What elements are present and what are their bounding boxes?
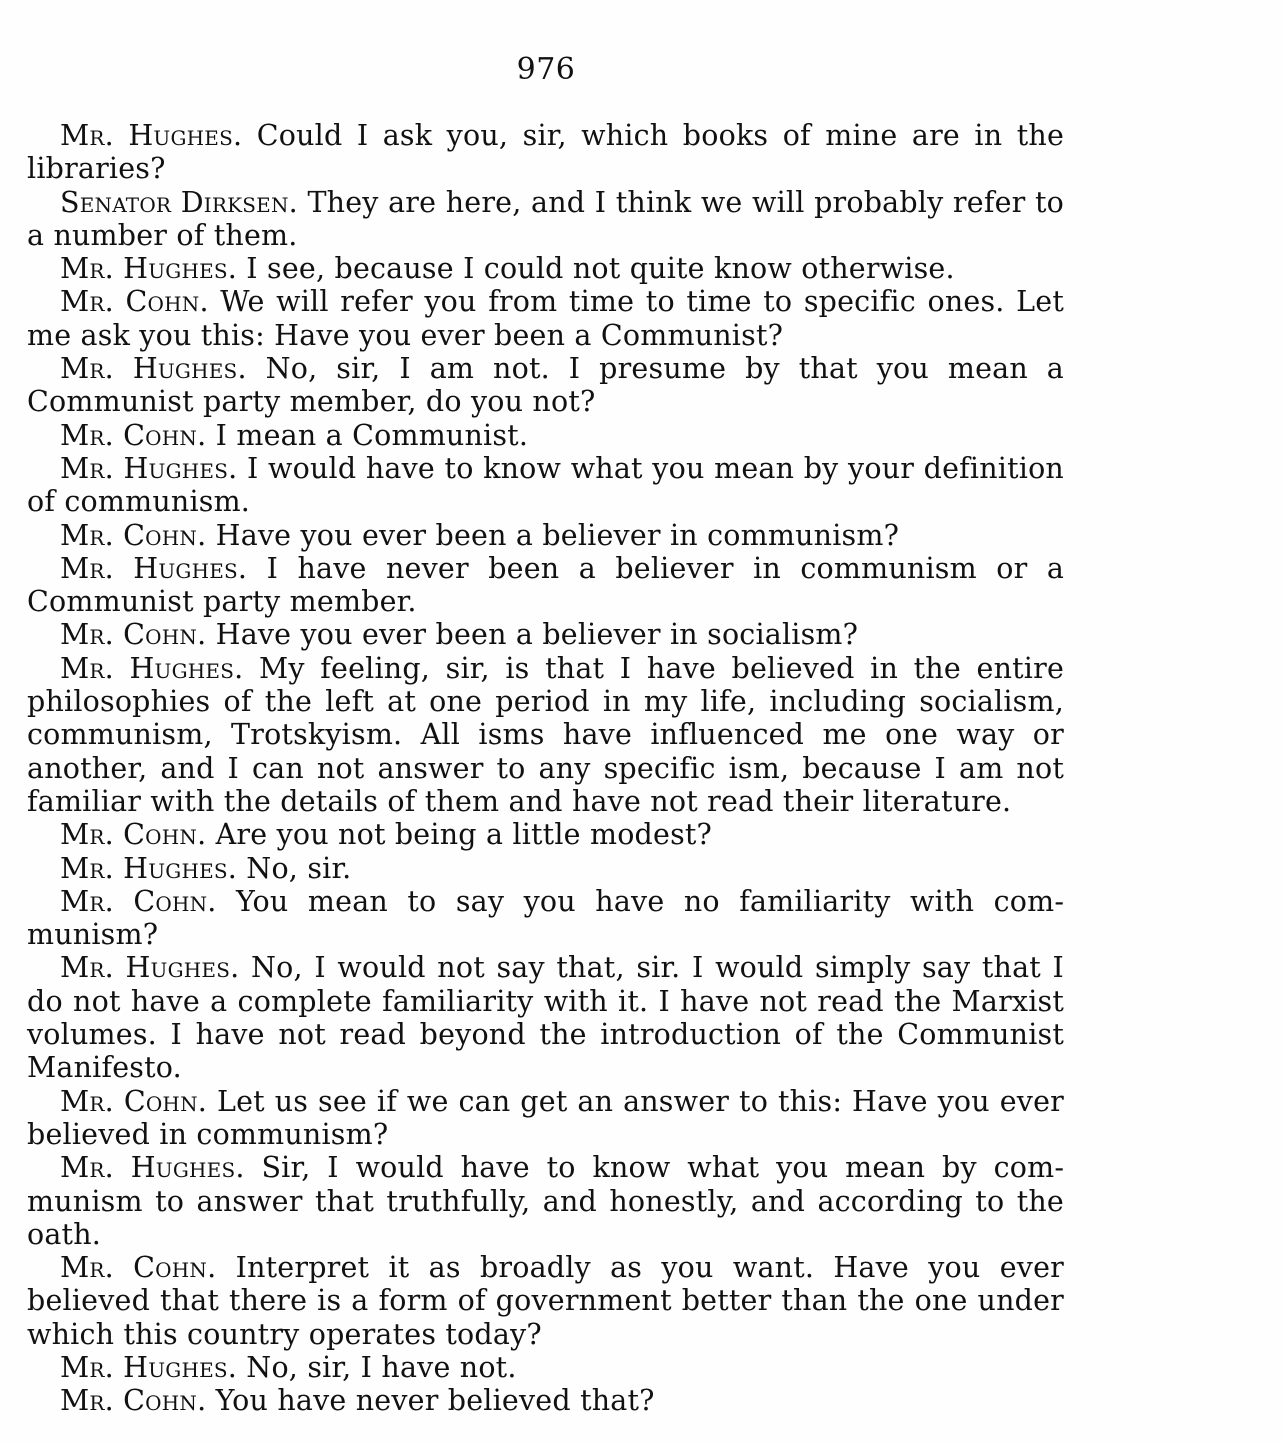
statement-text: Have you ever been a believer in communism? [206,518,900,552]
transcript-paragraph [27,951,1064,1084]
speaker-name: Mr. Hughes. [60,451,238,485]
speaker-name: Mr. Hughes. [60,252,238,286]
transcript-paragraph [27,452,1064,519]
transcript-paragraph [27,552,1064,619]
transcript-paragraph [27,186,1064,253]
speaker-name: Mr. Hughes. [60,551,248,585]
transcript-paragraph [27,885,1064,952]
transcript-paragraph [27,1085,1064,1152]
transcript-paragraph [27,1351,1064,1384]
transcript-paragraph [27,818,1064,851]
speaker-name: Mr. Hughes. [60,651,244,685]
statement-text: You have never believed that? [206,1384,655,1418]
speaker-name: Mr. Cohn. [60,1251,217,1285]
statement-text: You mean to say you have no familiarity with communism? [27,884,1064,952]
speaker-name: Mr. Hughes. [60,1151,245,1185]
transcript-paragraph [27,519,1064,552]
speaker-name: Mr. Cohn. [60,518,207,552]
speaker-name: Mr. Cohn. [60,418,207,452]
statement-text: I mean a Communist. [206,418,529,452]
statement-text: Could I ask you, sir, which books of mine are in the libraries? [27,119,1065,186]
statement-text: My feeling, sir, is that I have believed in the entire philosophies of the left at one period in my life, including socialism, communism, Trotskyism. All isms have influenced me one way or another, and I can not answer to any specific ism, because I am not familiar with the details of them and have not read their literature. [27,651,1065,818]
statement-text: They are here, and I think we will probably refer to a number of them. [27,185,1064,252]
speaker-name: Mr. Hughes. [60,119,243,152]
statement-text: We will refer you from time to time to specific ones. Let me ask you this: Have you ever been a Communist? [27,285,1064,352]
speaker-name: Mr. Cohn. [60,1384,207,1418]
statement-text: No, I would not say that, sir. I would simply say that I do not have a complete familiarity with it. I have not read the Marxist volumes. I have not read beyond the introduction of the Communist Manifesto. [27,951,1065,1085]
transcript-paragraph [27,618,1064,651]
speaker-name: Mr. Cohn. [60,818,207,852]
statement-text: Interpret it as broadly as you want. Have you ever believed that there is a form of government better than the one under which this country operates today? [27,1251,1064,1351]
speaker-name: Mr. Hughes. [60,851,238,885]
transcript-paragraph [27,1151,1064,1251]
statement-text: Are you not being a little modest? [206,818,713,852]
speaker-name: Mr. Cohn. [60,1084,208,1118]
statement-text: I have never been a believer in communism or a Communist party member. [27,551,1065,619]
transcript-paragraph [27,119,1064,186]
transcript-body [27,119,1064,1418]
transcript-paragraph [27,652,1064,818]
speaker-name: Senator Dirksen. [60,185,298,219]
transcript-paragraph [27,419,1064,452]
transcript-paragraph [27,352,1064,419]
transcript-paragraph [27,285,1064,352]
statement-text: No, sir, I am not. I presume by that you mean a Communist party member, do you not? [27,352,1065,419]
speaker-name: Mr. Cohn. [60,884,217,918]
statement-text: No, sir. [237,851,352,885]
transcript-paragraph [27,852,1064,885]
statement-text: Sir, I would have to know what you mean by communism to answer that truthfully, and honestly, and according to the oath. [27,1151,1064,1251]
speaker-name: Mr. Cohn. [60,618,207,652]
statement-text: Let us see if we can get an answer to this: Have you ever believed in communism? [27,1084,1064,1151]
statement-text: No, sir, I have not. [237,1350,517,1384]
statement-text: I would have to know what you mean by your definition of communism. [27,451,1064,519]
statement-text: Have you ever been a believer in socialism? [206,618,859,652]
speaker-name: Mr. Cohn. [60,285,209,319]
speaker-name: Mr. Hughes. [60,352,247,386]
transcript-paragraph [27,1251,1064,1351]
transcript-paragraph [27,1384,1064,1417]
page-number: 976 [516,52,576,87]
statement-text: I see, because I could not quite know otherwise. [237,252,955,286]
speaker-name: Mr. Hughes. [60,1350,238,1384]
transcript-paragraph [27,252,1064,285]
speaker-name: Mr. Hughes. [60,951,240,985]
